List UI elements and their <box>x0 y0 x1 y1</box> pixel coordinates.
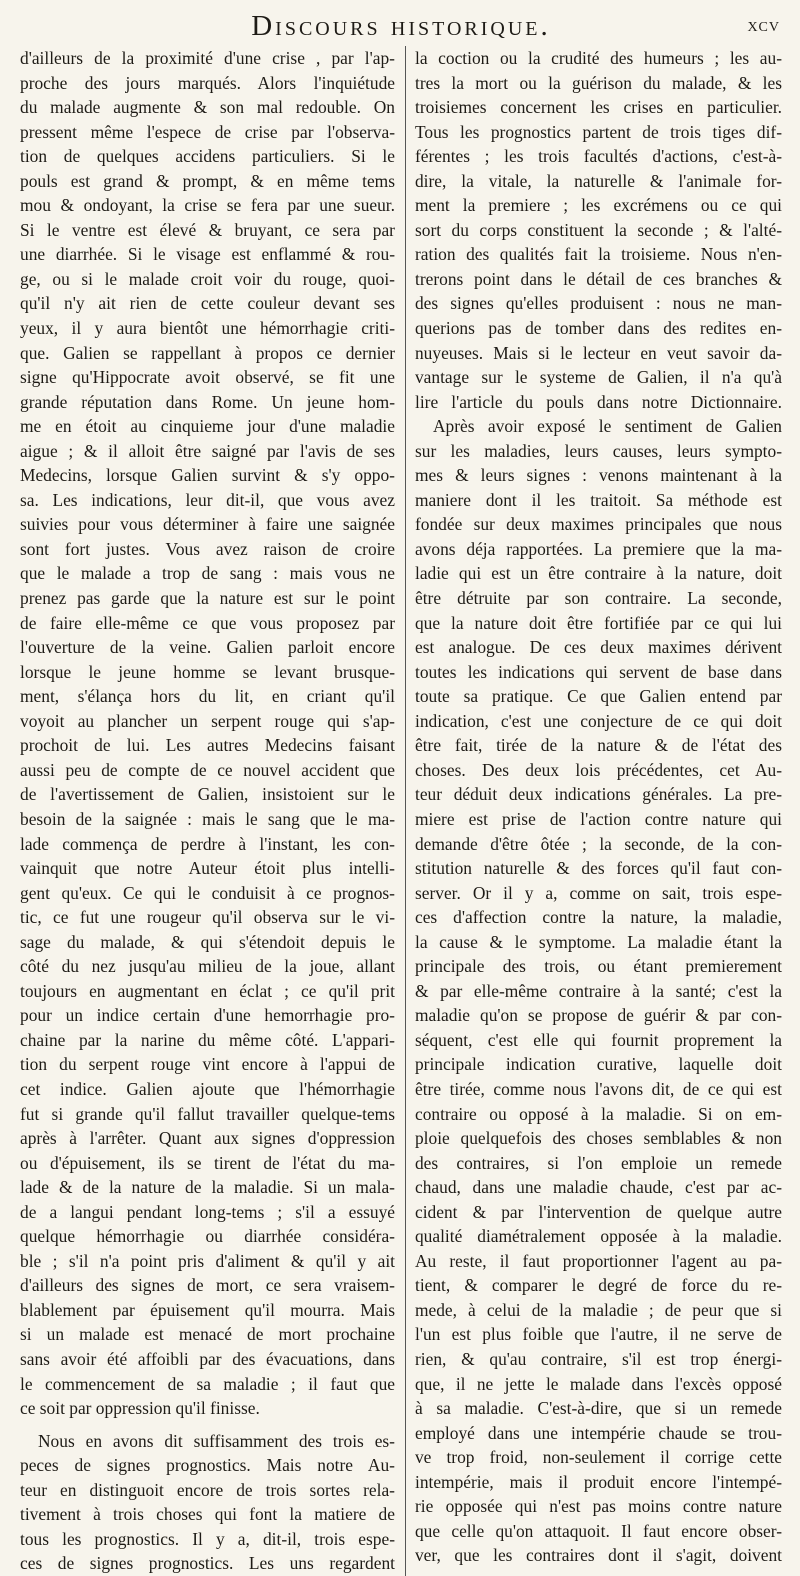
text-line: de faire elle-même ce que vous proposez par <box>20 612 395 633</box>
text-line: l'un est plus foible que l'autre, il ne serve de <box>414 1324 782 1345</box>
text-line: que celle qu'on attaquoit. Il faut encore obser- <box>414 1520 782 1541</box>
text-line: tient, & comparer le degré de force du re- <box>414 1275 782 1296</box>
text-line: rie opposée qui n'est pas moins contre nature <box>414 1496 782 1517</box>
text-columns <box>20 46 782 1576</box>
text-line: ou d'épuisement, ils se tirent de l'état du ma- <box>20 1152 395 1173</box>
text-line: pressent même l'espece de crise par l'observa- <box>20 121 395 142</box>
text-line: est analogue. De ces deux maximes dérivent <box>414 637 782 658</box>
text-line: gent qu'eux. Ce qui le conduisit à ce prognos- <box>20 882 395 903</box>
text-line: ble ; s'il n'a point pris d'aliment & qu'il y ait <box>20 1250 395 1271</box>
text-line: du malade augmente & son mal redouble. On <box>20 97 395 118</box>
text-line: après à l'arrêter. Quant aux signes d'oppression <box>20 1128 395 1149</box>
text-line: pouls est grand & prompt, & en même tems <box>20 170 395 191</box>
text-line: vainquit que notre Auteur étoit plus intelli- <box>20 858 395 879</box>
text-line: la coction ou la crudité des humeurs ; les au- <box>414 48 782 68</box>
text-line: proche des jours marqués. Alors l'inquiétude <box>20 72 395 93</box>
text-line: qu'il n'y ait rien de cette couleur devant ses <box>20 293 395 314</box>
text-line: principale des trois, ou étant premierement <box>414 956 782 977</box>
text-line: tion du serpent rouge vint encore à l'appui de <box>20 1054 395 1075</box>
text-line: aigue ; & il alloit être saigné par l'avis de ses <box>20 440 395 461</box>
text-line: teur déduit deux indications générales. La pre- <box>414 784 782 805</box>
text-line: besoin de la saignée : mais le sang que le ma- <box>20 808 395 829</box>
text-line: sort du corps constituent la seconde ; & l'alté- <box>414 219 782 240</box>
text-line: séquent, c'est elle qui fournit proprement la <box>414 1029 782 1050</box>
text-line: Au reste, il faut proportionner l'agent au pa- <box>414 1250 782 1271</box>
text-line: me en étoit au cinquieme jour d'une maladie <box>20 416 395 437</box>
text-line: employé dans une intempérie chaude se trou- <box>414 1422 782 1443</box>
text-line: que la nature doit être fortifiée par ce qui lui <box>414 612 782 633</box>
text-line: maladie qu'on se propose de guérir & par con- <box>414 1005 782 1026</box>
text-line: cident & par l'intervention de quelque autre <box>414 1201 782 1222</box>
text-line: être fait, tirée de la nature & de l'état des <box>414 735 782 756</box>
text-line: sage du malade, & qui s'étendoit depuis le <box>20 931 395 952</box>
text-line: fut si grande qu'il fallut travailler quelque-tems <box>20 1103 395 1124</box>
text-line: mou & ondoyant, la crise se fera par une sueur. <box>20 195 395 216</box>
text-line: ment, s'élança hors du lit, en criant qu'il <box>20 686 395 707</box>
text-line: tous les prognostics. Il y a, dit-il, trois espe- <box>20 1528 395 1549</box>
text-line: d'ailleurs des signes de mort, ce sera vraisem- <box>20 1275 395 1296</box>
text-line: tion de quelques accidens particuliers. Si le <box>20 146 395 167</box>
text-line: férentes ; les trois facultés d'actions, c'est-à- <box>414 146 782 167</box>
text-line: ces d'affection contre la nature, la maladie, <box>414 907 782 928</box>
text-line: lire l'article du pouls dans notre Dictionnaire. <box>414 391 782 412</box>
text-line: lorsque le jeune homme se levant brusque- <box>20 661 395 682</box>
text-line: signe qu'Hippocrate avoit observé, se fit une <box>20 367 395 388</box>
text-line: être tirée, comme nous l'avons dit, de ce qui est <box>414 1078 782 1099</box>
text-line: demande d'être ôtée ; la seconde, de la con- <box>414 833 782 854</box>
text-line: maniere dont il les traitoit. Sa méthode est <box>414 489 782 510</box>
text-line: chaud, dans une maladie chaude, c'est par ac- <box>414 1177 782 1198</box>
text-line: dire, la vitale, la naturelle & l'animale for- <box>414 170 782 191</box>
text-line: prenez pas garde que la nature est sur le point <box>20 588 395 609</box>
text-line: que le malade a trop de sang : mais vous ne <box>20 563 395 584</box>
text-line: ver, que les contraires dont il s'agit, doivent <box>414 1545 782 1566</box>
text-line: sans avoir été affoibli par des évacuations, dans <box>20 1348 395 1369</box>
text-line: chaine par la narine du même côté. L'appari- <box>20 1029 395 1050</box>
text-line: si un malade est menacé de mort prochaine <box>20 1324 395 1345</box>
text-line: Après avoir exposé le sentiment de Galien <box>432 416 782 437</box>
page-title: Discours historique. <box>251 10 551 42</box>
text-line: lade & de la nature de la maladie. Si un mala- <box>20 1177 395 1198</box>
text-line: querions pas de tomber dans des redites en- <box>414 318 782 339</box>
text-line: que. Galien se rappellant à propos ce dernier <box>20 342 395 363</box>
text-line: Medecins, lorsque Galien survint & s'y oppo- <box>20 465 395 486</box>
text-line: mes & leurs signes : venons maintenant à la <box>414 465 782 486</box>
text-line: intempérie, mais il produit encore l'intempé- <box>414 1471 782 1492</box>
text-line: Nous en avons dit suffisamment des trois es- <box>38 1430 395 1451</box>
text-line: le commencement de sa maladie ; il faut que <box>20 1373 395 1394</box>
text-line: qualité diamétralement opposée à la maladie. <box>414 1226 782 1247</box>
text-line: miere est prise de l'action contre nature qui <box>414 808 782 829</box>
text-line: de l'avertissement de Galien, insistoient sur le <box>20 784 395 805</box>
text-line: d'ailleurs de la proximité d'une crise , par l'ap- <box>20 48 395 68</box>
text-line: suivies pour vous déterminer à faire une saignée <box>20 514 395 535</box>
text-line: que, il ne jette le malade dans l'excès opposé <box>414 1373 782 1394</box>
text-line: grande réputation dans Rome. Un jeune hom- <box>20 391 395 412</box>
text-line: l'ouverture de la veine. Galien parloit encore <box>20 637 395 658</box>
text-line: des contraires, si l'on emploie un remede <box>414 1152 782 1173</box>
text-line: fondée sur deux maximes principales que nous <box>414 514 782 535</box>
text-line: sont fort justes. Vous avez raison de croire <box>20 538 395 559</box>
text-line: prochoit de lui. Les autres Medecins faisant <box>20 735 395 756</box>
text-line: contraire ou opposé à la maladie. Si on em- <box>414 1103 782 1124</box>
text-line: peces de signes prognostics. Mais notre Au- <box>20 1455 395 1476</box>
text-line: ge, ou si le malade croit voir du rouge, quoi- <box>20 268 395 289</box>
text-line: cet indice. Galien ajoute que l'hémorrhagie <box>20 1078 395 1099</box>
text-line: choses. Des deux lois précédentes, cet Au- <box>414 759 782 780</box>
text-line: la cause & le symptome. La maladie étant la <box>414 931 782 952</box>
text-line: troisiemes concernent les crises en particulier. <box>414 97 782 118</box>
text-line: nuyeuses. Mais si le lecteur en veut savoir da- <box>414 342 782 363</box>
text-line: yeux, il y aura bientôt une hémorrhagie criti- <box>20 318 395 339</box>
text-line: ces de signes prognostics. Les uns regardent <box>20 1553 395 1574</box>
text-line: ladie qui est un être contraire à la nature, doit <box>414 563 782 584</box>
text-line: ploie quelquefois des choses semblables & non <box>414 1128 782 1149</box>
text-line: des signes qu'elles produisent : nous ne man- <box>414 293 782 314</box>
text-line: blablement par épuisement qu'il mourra. Mais <box>20 1299 395 1320</box>
text-line: voyoit au plancher un serpent rouge qui s'ap- <box>20 710 395 731</box>
text-line: avons déja rapportées. La premiere que la ma- <box>414 538 782 559</box>
text-line: toutes les indications qui servent de base dans <box>414 661 782 682</box>
text-line: toute sa pratique. Ce que Galien entend par <box>414 686 782 707</box>
text-line: trerons point dans le détail de ces branches & <box>414 268 782 289</box>
text-line: teur en distinguoit encore de trois sortes rela- <box>20 1479 395 1500</box>
text-line: lade commença de perdre à l'instant, les con- <box>20 833 395 854</box>
text-line: ve trop froid, non-seulement il corrige cette <box>414 1447 782 1468</box>
text-line: indication, c'est une conjecture de ce qui doit <box>414 710 782 731</box>
text-line: toujours en augmentant en éclat ; ce qu'il prit <box>20 980 395 1001</box>
text-line: mede, à celui de la maladie ; de peur que si <box>414 1299 782 1320</box>
text-line: Si le ventre est élevé & bruyant, ce sera par <box>20 219 395 240</box>
text-line: quelque hémorrhagie ou diarrhée considéra- <box>20 1226 395 1247</box>
text-line: rien, & qu'au contraire, s'il est trop énergi- <box>414 1348 782 1369</box>
running-head <box>20 8 782 46</box>
text-line: tic, ce fut une rougeur qu'il observa sur le vi- <box>20 907 395 928</box>
text-line: de a langui pendant long-tems ; s'il a essuyé <box>20 1201 395 1222</box>
text-line: ment la premiere ; les excrémens ou ce qui <box>414 195 782 216</box>
text-line: Tous les prognostics partent de trois tiges dif- <box>414 121 782 142</box>
text-line: aussi peu de compte de ce nouvel accident que <box>20 759 395 780</box>
text-line: à sa maladie. C'est-à-dire, que si un remede <box>414 1398 782 1419</box>
text-line: vantage sur le systeme de Galien, il n'a qu'à <box>414 367 782 388</box>
text-line: tivement à trois choses qui font la matiere de <box>20 1504 395 1525</box>
text-line: ce soit par oppression qu'il finisse. <box>20 1398 260 1419</box>
right-column <box>405 46 782 1576</box>
text-line: sur les maladies, leurs causes, leurs sympto- <box>414 440 782 461</box>
text-line: server. Or il y a, comme on sait, trois espe- <box>414 882 782 903</box>
text-line: & par elle-même contraire à la santé; c'est la <box>414 980 782 1001</box>
text-line: tres la mort ou la guérison du malade, & les <box>414 72 782 93</box>
text-line: sa. Les indications, leur dit-il, que vous avez <box>20 489 395 510</box>
text-line: une diarrhée. Si le visage est enflammé & rou- <box>20 244 395 265</box>
text-line: côté du nez jusqu'au milieu de la joue, allant <box>20 956 395 977</box>
text-line: pour un indice certain d'une hemorrhagie pro- <box>20 1005 395 1026</box>
text-line: être détruite par son contraire. La seconde, <box>414 588 782 609</box>
left-column <box>20 46 395 1576</box>
text-line: principale indication curative, laquelle doit <box>414 1054 782 1075</box>
page-number: xcv <box>747 14 780 36</box>
text-line: ration des qualités fait la troisieme. Nous n'en- <box>414 244 782 265</box>
text-line: stitution naturelle & des forces qu'il faut con- <box>414 858 782 879</box>
